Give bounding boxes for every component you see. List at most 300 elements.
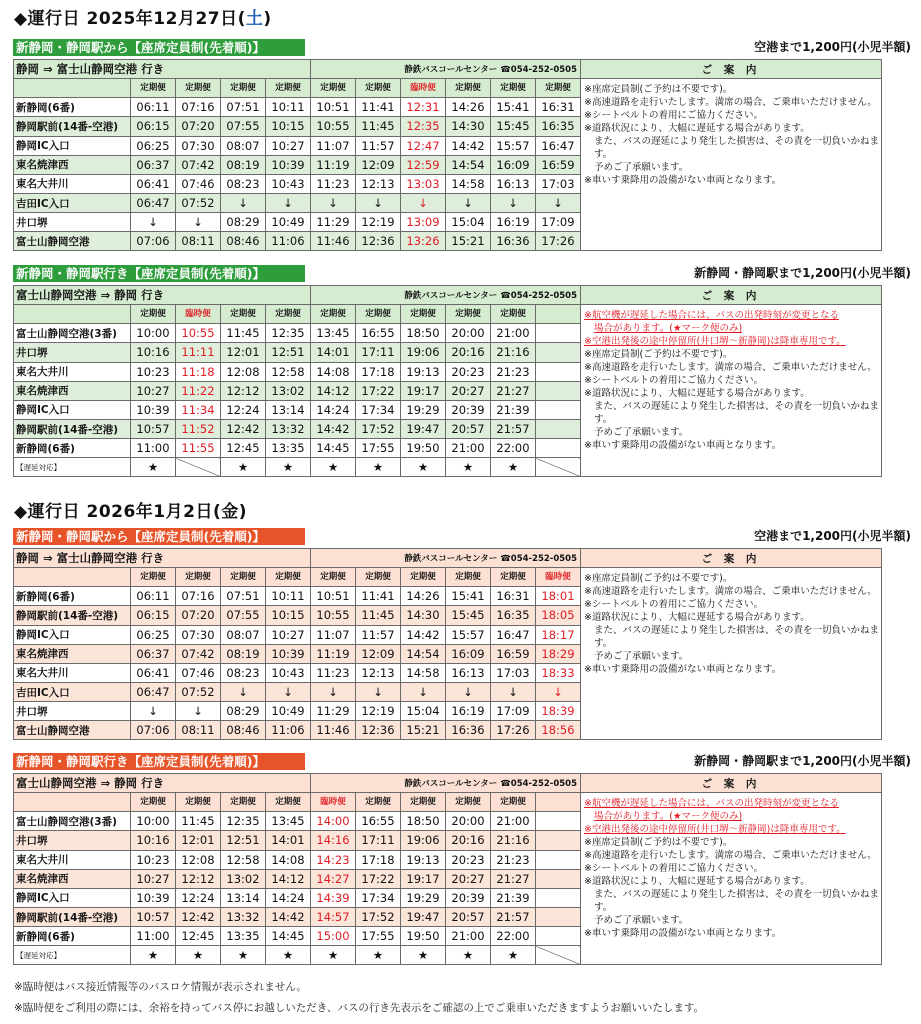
call-center: 静鉄バスコールセンター ☎054-252-0505 [311, 774, 581, 793]
departure-time: 11:07 [311, 136, 356, 155]
service-type-label: 定期便 [446, 568, 491, 587]
pass-arrow: ↓ [536, 682, 581, 701]
departure-time: 12:09 [356, 644, 401, 663]
service-type-label: 定期便 [221, 793, 266, 812]
departure-time: 19:13 [401, 362, 446, 381]
departure-time: 12:42 [221, 419, 266, 438]
stop-name: 静岡IC入口 [14, 136, 131, 155]
guide-note: ※高速道路を走行いたします。満席の場合、ご乗車いただけません。 [584, 362, 877, 374]
departure-time: 11:00 [131, 439, 176, 458]
guide-note: ※シートベルトの着用にご協力ください。 [584, 110, 763, 122]
departure-time: 21:16 [491, 343, 536, 362]
stop-name: 井口堺 [14, 831, 131, 850]
star-icon: ★ [356, 946, 401, 965]
service-type-label: 定期便 [131, 793, 176, 812]
departure-time: 12:59 [401, 155, 446, 174]
stop-name: 東名大井川 [14, 850, 131, 869]
departure-time: 12:47 [401, 136, 446, 155]
departure-time: 17:03 [491, 663, 536, 682]
departure-time: 11:11 [176, 343, 221, 362]
stop-name: 富士山静岡空港(3番) [14, 812, 131, 831]
operation-date-title [14, 4, 272, 29]
departure-time: 16:09 [491, 155, 536, 174]
guide-note: ※シートベルトの着用にご協力ください。 [584, 599, 763, 611]
stop-name: 富士山静岡空港(3番) [14, 324, 131, 343]
service-type-label: 定期便 [311, 305, 356, 324]
timetable [13, 548, 882, 740]
stop-name: 静岡IC入口 [14, 888, 131, 907]
service-type-label: 定期便 [491, 305, 536, 324]
departure-time: 18:01 [536, 587, 581, 606]
departure-time: 17:55 [356, 439, 401, 458]
guide-notes [581, 79, 882, 251]
guide-note-warning-text: ※航空機が遅延した場合には、バスの出発時刻が変更となる [584, 798, 839, 810]
departure-time: 21:57 [491, 907, 536, 926]
departure-time: 10:16 [131, 343, 176, 362]
service-type-label: 定期便 [176, 79, 221, 98]
guide-note: また、バスの遅延により発生した損害は、その責を一切負いかねます。 [594, 136, 880, 161]
departure-time: 10:16 [131, 831, 176, 850]
blank-cell [14, 305, 131, 324]
pass-arrow: ↓ [176, 213, 221, 232]
departure-time: 16:13 [446, 663, 491, 682]
service-type-label: 定期便 [401, 305, 446, 324]
departure-time [536, 381, 581, 400]
departure-time: 10:55 [176, 324, 221, 343]
pass-arrow: ↓ [131, 213, 176, 232]
call-center: 静鉄バスコールセンター ☎054-252-0505 [311, 60, 581, 79]
service-type-label: 定期便 [311, 568, 356, 587]
stop-name: 井口堺 [14, 343, 131, 362]
departure-time: 13:14 [266, 400, 311, 419]
departure-time: 13:26 [401, 232, 446, 251]
departure-time [536, 927, 581, 946]
departure-time: 17:34 [356, 888, 401, 907]
service-type-label: 定期便 [356, 79, 401, 98]
departure-time: 10:49 [266, 213, 311, 232]
pass-arrow: ↓ [221, 193, 266, 212]
pass-arrow: ↓ [491, 193, 536, 212]
departure-time: 16:35 [491, 606, 536, 625]
departure-time: 13:45 [266, 812, 311, 831]
departure-time: 12:09 [356, 155, 401, 174]
departure-time: 13:09 [401, 213, 446, 232]
departure-time: 16:55 [356, 324, 401, 343]
departure-time: 14:57 [311, 907, 356, 926]
departure-time: 17:18 [356, 850, 401, 869]
departure-time: 11:22 [176, 381, 221, 400]
departure-time: 07:51 [221, 587, 266, 606]
departure-time: 10:27 [266, 625, 311, 644]
departure-time: 21:00 [491, 324, 536, 343]
guide-notes [581, 305, 882, 477]
departure-time: 20:16 [446, 343, 491, 362]
departure-time: 21:39 [491, 400, 536, 419]
route-title: 静岡 ⇒ 富士山静岡空港 行き [14, 60, 311, 79]
guide-note: ※道路状況により、大幅に遅延する場合があります。 [584, 388, 810, 400]
departure-time: 08:29 [221, 702, 266, 721]
delay-label: 【遅延対応】 [14, 946, 131, 965]
departure-time: 07:06 [131, 232, 176, 251]
departure-time [536, 400, 581, 419]
section-header-bar: 新静岡・静岡駅行き【座席定員制(先着順)】 [13, 753, 305, 770]
departure-time: 12:36 [356, 721, 401, 740]
departure-time: 12:12 [176, 869, 221, 888]
departure-time: 12:58 [221, 850, 266, 869]
guide-note: また、バスの遅延により発生した損害は、その責を一切負いかねます。 [594, 401, 880, 426]
date-prefix: ◆運行日 2026年1月2日( [14, 502, 222, 522]
route-title: 富士山静岡空港 ⇒ 静岡 行き [14, 774, 311, 793]
departure-time: 16:59 [536, 155, 581, 174]
departure-time: 10:55 [311, 606, 356, 625]
departure-time: 19:47 [401, 907, 446, 926]
pass-arrow: ↓ [266, 682, 311, 701]
departure-time: 16:47 [536, 136, 581, 155]
service-type-row [14, 568, 882, 587]
departure-time: 13:02 [266, 381, 311, 400]
departure-time: 15:45 [491, 117, 536, 136]
date-prefix: ◆運行日 2025年12月27日( [14, 9, 246, 29]
departure-time: 08:23 [221, 663, 266, 682]
departure-time: 06:37 [131, 644, 176, 663]
departure-time: 12:12 [221, 381, 266, 400]
departure-time: 14:23 [311, 850, 356, 869]
departure-time: 13:14 [221, 888, 266, 907]
service-type-label [536, 305, 581, 324]
departure-time: 10:00 [131, 812, 176, 831]
departure-time: 16:36 [491, 232, 536, 251]
service-type-label: 定期便 [491, 79, 536, 98]
service-type-label: 定期便 [221, 79, 266, 98]
departure-time: 10:11 [266, 98, 311, 117]
departure-time [536, 850, 581, 869]
departure-time: 21:00 [446, 439, 491, 458]
departure-time: 19:50 [401, 439, 446, 458]
departure-time: 13:02 [221, 869, 266, 888]
star-icon: ★ [311, 946, 356, 965]
departure-time: 10:49 [266, 702, 311, 721]
departure-time: 10:39 [131, 400, 176, 419]
day-of-week: 金 [221, 502, 239, 522]
departure-time: 14:45 [266, 927, 311, 946]
departure-time [536, 907, 581, 926]
departure-time: 14:26 [401, 587, 446, 606]
route-row [14, 60, 882, 79]
guide-note: 予めご了承願います。 [594, 915, 689, 927]
guide-note-warning [584, 322, 879, 335]
stop-name: 井口堺 [14, 213, 131, 232]
departure-time: 14:45 [311, 439, 356, 458]
departure-time: 15:04 [446, 213, 491, 232]
service-type-label: 定期便 [536, 79, 581, 98]
departure-time: 07:46 [176, 663, 221, 682]
departure-time: 17:09 [536, 213, 581, 232]
departure-time [536, 419, 581, 438]
pass-arrow: ↓ [266, 193, 311, 212]
departure-time: 14:39 [311, 888, 356, 907]
departure-time: 08:07 [221, 625, 266, 644]
departure-time: 06:47 [131, 682, 176, 701]
departure-time: 11:29 [311, 702, 356, 721]
departure-time: 17:22 [356, 869, 401, 888]
departure-time: 12:31 [401, 98, 446, 117]
stop-name: 静岡IC入口 [14, 400, 131, 419]
guide-note: 予めご了承願います。 [594, 162, 689, 174]
departure-time: 18:05 [536, 606, 581, 625]
departure-time [536, 439, 581, 458]
departure-time: 14:12 [311, 381, 356, 400]
departure-time: 20:16 [446, 831, 491, 850]
star-icon: ★ [221, 946, 266, 965]
departure-time: 10:11 [266, 587, 311, 606]
star-icon: ★ [131, 946, 176, 965]
departure-time: 17:55 [356, 927, 401, 946]
departure-time: 11:06 [266, 232, 311, 251]
service-type-label: 臨時便 [536, 568, 581, 587]
departure-time: 19:47 [401, 419, 446, 438]
empty-cell [536, 946, 581, 965]
footnote: ※臨時便をご利用の際には、余裕を持ってバス停にお越しいただき、バスの行き先表示をご確認の上でご乗車いただきますようお願いいたします。 [14, 1002, 705, 1014]
departure-time: 12:51 [221, 831, 266, 850]
fare-info: 新静岡・静岡駅まで1,200円(小児半額) [694, 266, 911, 280]
stop-name: 東名大井川 [14, 174, 131, 193]
date-suffix: ) [238, 502, 248, 522]
departure-time: 10:23 [131, 850, 176, 869]
departure-time: 12:42 [176, 907, 221, 926]
guide-header: ご 案 内 [581, 549, 882, 568]
departure-time: 10:55 [311, 117, 356, 136]
departure-time: 20:39 [446, 400, 491, 419]
departure-time: 15:45 [446, 606, 491, 625]
departure-time: 08:19 [221, 644, 266, 663]
departure-time: 06:11 [131, 98, 176, 117]
service-type-label: 定期便 [356, 793, 401, 812]
departure-time [536, 812, 581, 831]
pass-arrow: ↓ [401, 193, 446, 212]
departure-time: 16:19 [491, 213, 536, 232]
departure-time: 17:11 [356, 831, 401, 850]
departure-time: 16:55 [356, 812, 401, 831]
service-type-label: 定期便 [401, 793, 446, 812]
departure-time: 16:35 [536, 117, 581, 136]
timetable [13, 59, 882, 251]
departure-time: 12:13 [356, 174, 401, 193]
service-type-label: 定期便 [131, 568, 176, 587]
pass-arrow: ↓ [401, 682, 446, 701]
departure-time: 15:21 [401, 721, 446, 740]
departure-time: 18:33 [536, 663, 581, 682]
guide-note: ※道路状況により、大幅に遅延する場合があります。 [584, 123, 810, 135]
guide-note: ※高速道路を走行いたします。満席の場合、ご乗車いただけません。 [584, 850, 877, 862]
departure-time: 17:18 [356, 362, 401, 381]
departure-time: 11:06 [266, 721, 311, 740]
stop-name: 静岡駅前(14番-空港) [14, 117, 131, 136]
departure-time: 19:17 [401, 381, 446, 400]
departure-time: 16:47 [491, 625, 536, 644]
route-title: 富士山静岡空港 ⇒ 静岡 行き [14, 286, 311, 305]
departure-time: 11:23 [311, 174, 356, 193]
departure-time: 16:13 [491, 174, 536, 193]
departure-time: 07:30 [176, 625, 221, 644]
departure-time: 16:59 [491, 644, 536, 663]
departure-time: 21:39 [491, 888, 536, 907]
departure-time: 07:20 [176, 606, 221, 625]
departure-time: 15:57 [446, 625, 491, 644]
departure-time: 14:54 [401, 644, 446, 663]
departure-time: 21:00 [491, 812, 536, 831]
departure-time: 17:34 [356, 400, 401, 419]
guide-note: ※座席定員制(ご予約は不要です)。 [584, 573, 733, 585]
departure-time: 20:23 [446, 362, 491, 381]
departure-time: 16:09 [446, 644, 491, 663]
pass-arrow: ↓ [446, 682, 491, 701]
departure-time: 06:15 [131, 117, 176, 136]
star-icon: ★ [401, 458, 446, 477]
departure-time: 11:07 [311, 625, 356, 644]
stop-name: 静岡駅前(14番-空港) [14, 419, 131, 438]
empty-cell [536, 458, 581, 477]
departure-time: 14:42 [446, 136, 491, 155]
service-type-row [14, 305, 882, 324]
stop-name: 富士山静岡空港 [14, 721, 131, 740]
guide-note-warning-text: 場合があります。(★マーク便のみ) [594, 323, 743, 335]
stop-name: 東名焼津西 [14, 381, 131, 400]
route-row [14, 774, 882, 793]
departure-time: 10:57 [131, 907, 176, 926]
service-type-label: 臨時便 [311, 793, 356, 812]
departure-time: 12:01 [221, 343, 266, 362]
service-type-label: 定期便 [491, 793, 536, 812]
departure-time: 18:29 [536, 644, 581, 663]
departure-time: 10:43 [266, 174, 311, 193]
departure-time: 19:06 [401, 343, 446, 362]
departure-time: 11:41 [356, 98, 401, 117]
departure-time: 06:47 [131, 193, 176, 212]
departure-time: 10:39 [266, 644, 311, 663]
departure-time: 06:37 [131, 155, 176, 174]
pass-arrow: ↓ [131, 702, 176, 721]
service-type-label: 定期便 [356, 568, 401, 587]
stop-name: 東名焼津西 [14, 869, 131, 888]
pass-arrow: ↓ [356, 193, 401, 212]
guide-header: ご 案 内 [581, 286, 882, 305]
stop-name: 新静岡(6番) [14, 587, 131, 606]
departure-time: 18:50 [401, 324, 446, 343]
departure-time: 14:01 [266, 831, 311, 850]
guide-note-warning [584, 335, 879, 348]
departure-time: 19:50 [401, 927, 446, 946]
departure-time: 11:45 [356, 606, 401, 625]
stop-name: 静岡駅前(14番-空港) [14, 907, 131, 926]
departure-time: 16:19 [446, 702, 491, 721]
departure-time: 10:39 [131, 888, 176, 907]
departure-time: 17:22 [356, 381, 401, 400]
service-type-label: 定期便 [446, 305, 491, 324]
departure-time: 14:27 [311, 869, 356, 888]
operation-date-title [14, 497, 247, 522]
stop-name: 吉田IC入口 [14, 193, 131, 212]
pass-arrow: ↓ [536, 193, 581, 212]
call-center: 静鉄バスコールセンター ☎054-252-0505 [311, 549, 581, 568]
departure-time: 11:23 [311, 663, 356, 682]
departure-time: 14:42 [311, 419, 356, 438]
departure-time: 13:03 [401, 174, 446, 193]
guide-header: ご 案 内 [581, 60, 882, 79]
service-type-label: 定期便 [221, 305, 266, 324]
departure-time [536, 362, 581, 381]
departure-time: 19:13 [401, 850, 446, 869]
departure-time: 19:29 [401, 400, 446, 419]
guide-note: ※道路状況により、大幅に遅延する場合があります。 [584, 612, 810, 624]
blank-cell [14, 568, 131, 587]
service-type-label: 定期便 [446, 793, 491, 812]
departure-time: 11:55 [176, 439, 221, 458]
departure-time: 08:19 [221, 155, 266, 174]
guide-note: ※シートベルトの着用にご協力ください。 [584, 863, 763, 875]
departure-time [536, 888, 581, 907]
guide-note-warning [584, 823, 879, 836]
departure-time: 17:03 [536, 174, 581, 193]
departure-time: 08:29 [221, 213, 266, 232]
departure-time: 11:29 [311, 213, 356, 232]
fare-info: 新静岡・静岡駅まで1,200円(小児半額) [694, 754, 911, 768]
guide-note-warning-text: ※空港出発後の途中停留所(井口堺～新静岡)は降車専用です。 [584, 824, 846, 836]
date-suffix: ) [263, 9, 272, 29]
star-icon: ★ [446, 946, 491, 965]
departure-time: 20:23 [446, 850, 491, 869]
departure-time: 12:08 [221, 362, 266, 381]
stop-name: 新静岡(6番) [14, 98, 131, 117]
guide-note-warning-text: 場合があります。(★マーク便のみ) [594, 811, 743, 823]
service-type-label: 臨時便 [401, 79, 446, 98]
departure-time: 07:30 [176, 136, 221, 155]
departure-time: 17:26 [491, 721, 536, 740]
guide-header: ご 案 内 [581, 774, 882, 793]
departure-time: 13:35 [221, 927, 266, 946]
star-icon: ★ [311, 458, 356, 477]
stop-name: 新静岡(6番) [14, 439, 131, 458]
departure-time: 22:00 [491, 439, 536, 458]
departure-time: 10:51 [311, 587, 356, 606]
departure-time: 15:04 [401, 702, 446, 721]
timetable [13, 285, 882, 477]
departure-time: 19:17 [401, 869, 446, 888]
footnote: ※臨時便はバス接近情報等のバスロケ情報が表示されません。 [14, 981, 307, 993]
stop-name: 東名焼津西 [14, 155, 131, 174]
stop-name: 東名焼津西 [14, 644, 131, 663]
departure-time: 12:58 [266, 362, 311, 381]
departure-time: 13:35 [266, 439, 311, 458]
departure-time: 10:15 [266, 606, 311, 625]
departure-time: 15:41 [491, 98, 536, 117]
departure-time: 08:11 [176, 232, 221, 251]
guide-note-warning [584, 797, 879, 810]
departure-time: 11:45 [221, 324, 266, 343]
departure-time: 14:12 [266, 869, 311, 888]
service-type-label [536, 793, 581, 812]
departure-time [536, 831, 581, 850]
pass-arrow: ↓ [311, 682, 356, 701]
departure-time: 07:42 [176, 644, 221, 663]
service-type-label: 定期便 [266, 568, 311, 587]
departure-time: 20:27 [446, 381, 491, 400]
departure-time: 14:54 [446, 155, 491, 174]
departure-time: 20:00 [446, 812, 491, 831]
departure-time: 08:11 [176, 721, 221, 740]
service-type-label: 定期便 [176, 793, 221, 812]
departure-time: 19:06 [401, 831, 446, 850]
departure-time: 11:46 [311, 721, 356, 740]
